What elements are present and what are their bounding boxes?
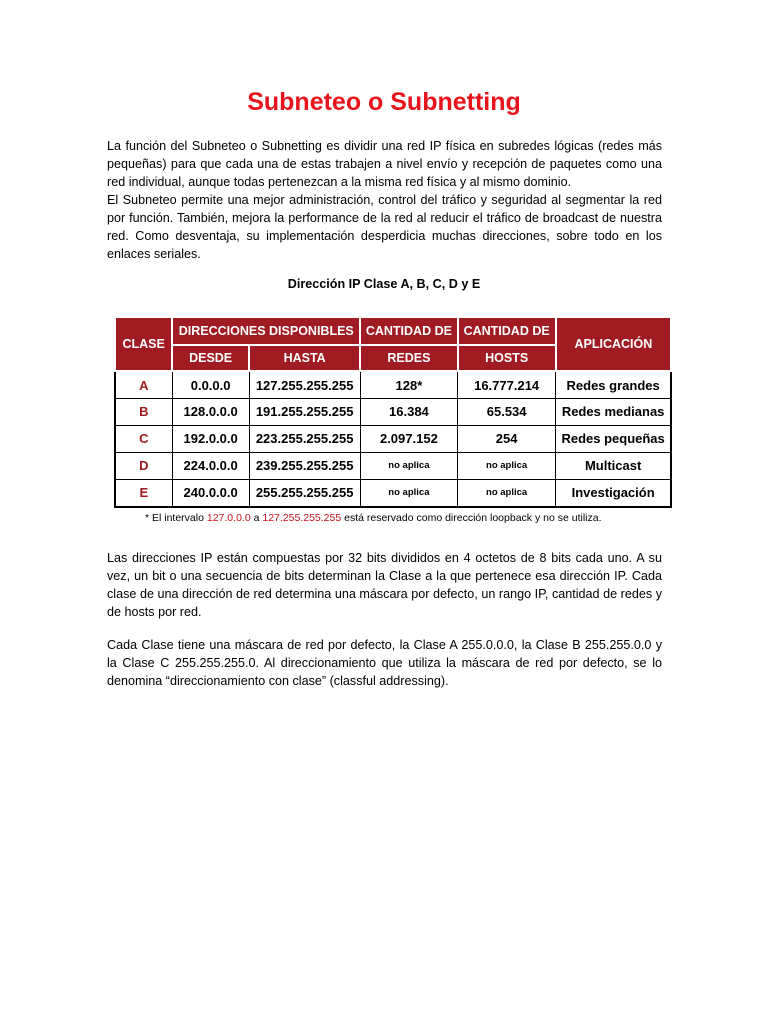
table-row [115,452,671,479]
cell-hosts: 16.777.214 [458,371,556,399]
cell-clase: B [115,399,172,426]
cell-hasta: 223.255.255.255 [249,425,360,452]
loopback-note [145,512,665,524]
cell-clase: E [115,479,172,507]
table-row [115,399,671,426]
note-suffix: está reservado como dirección loopback y no se utiliza. [341,512,602,524]
cell-clase: C [115,425,172,452]
header-cant-hosts-1: CANTIDAD DE [458,317,556,345]
cell-hasta: 191.255.255.255 [249,399,360,426]
note-range-end: 127.255.255.255 [262,512,342,524]
cell-clase: D [115,452,172,479]
cell-clase: A [115,371,172,399]
header-cant-hosts-2: HOSTS [458,345,556,371]
cell-redes: no aplica [360,479,457,507]
header-aplicacion: APLICACIÓN [556,317,671,371]
note-prefix: * El intervalo [145,512,207,524]
cell-aplicacion: Redes grandes [556,371,671,399]
cell-hosts: 254 [458,425,556,452]
cell-redes: 128* [360,371,457,399]
cell-hosts: no aplica [458,479,556,507]
cell-aplicacion: Multicast [556,452,671,479]
cell-hasta: 239.255.255.255 [249,452,360,479]
note-range-start: 127.0.0.0 [206,512,251,524]
intro-paragraph-2: El Subneteo permite una mejor administración, control del tráfico y seguridad al segmentar la red por función. También, mejora la performance de la red al reducir el tráfico de broadcast de nuestra red. Como desventaja, su implementación desperdicia muchas direcciones, sobre todo en los enlaces seriales. [107,193,662,261]
cell-hasta: 127.255.255.255 [249,371,360,399]
cell-desde: 192.0.0.0 [172,425,249,452]
cell-aplicacion: Investigación [556,479,671,507]
header-cant-redes-2: REDES [360,345,457,371]
body-paragraph-2: Cada Clase tiene una máscara de red por defecto, la Clase A 255.0.0.0, la Clase B 255.255.0.0 y la Clase C 255.255.255.0. Al direccionamiento que utiliza la máscara de red por defecto, se lo denomina “direccionamiento con clase” (classful addressing). [107,638,662,688]
cell-desde: 240.0.0.0 [172,479,249,507]
cell-redes: no aplica [360,452,457,479]
body-paragraph-1: Las direcciones IP están compuestas por 32 bits divididos en 4 octetos de 8 bits cada uno. A su vez, un bit o una secuencia de bits determinan la Clase a la que pertenece esa dirección IP. Cada clase de una dirección de red determina una máscara por defecto, un rango IP, cantidad de redes y de hosts por red. [107,551,662,619]
table-row [115,479,671,507]
table-row [115,371,671,399]
cell-redes: 2.097.152 [360,425,457,452]
header-desde: DESDE [172,345,249,371]
cell-redes: 16.384 [360,399,457,426]
ip-class-table [114,316,672,508]
header-clase: CLASE [115,317,172,371]
table-row [115,425,671,452]
intro-paragraph-1: La función del Subneteo o Subnetting es dividir una red IP física en subredes lógicas (redes más pequeñas) para que cada una de estas trabajen a nivel envío y recepción de paquetes como una red individual, aunque todas pertenezcan a la misma red física y al mismo dominio. [107,139,662,189]
header-cant-redes-1: CANTIDAD DE [360,317,457,345]
table-title: Dirección IP Clase A, B, C, D y E [287,277,481,291]
note-mid: a [250,512,263,524]
cell-desde: 128.0.0.0 [172,399,249,426]
cell-aplicacion: Redes pequeñas [556,425,671,452]
cell-hasta: 255.255.255.255 [249,479,360,507]
cell-desde: 0.0.0.0 [172,371,249,399]
cell-desde: 224.0.0.0 [172,452,249,479]
cell-hosts: 65.534 [458,399,556,426]
cell-hosts: no aplica [458,452,556,479]
page-title: Subneteo o Subnetting [247,88,521,116]
cell-aplicacion: Redes medianas [556,399,671,426]
header-hasta: HASTA [249,345,360,371]
header-direcciones: DIRECCIONES DISPONIBLES [172,317,360,345]
